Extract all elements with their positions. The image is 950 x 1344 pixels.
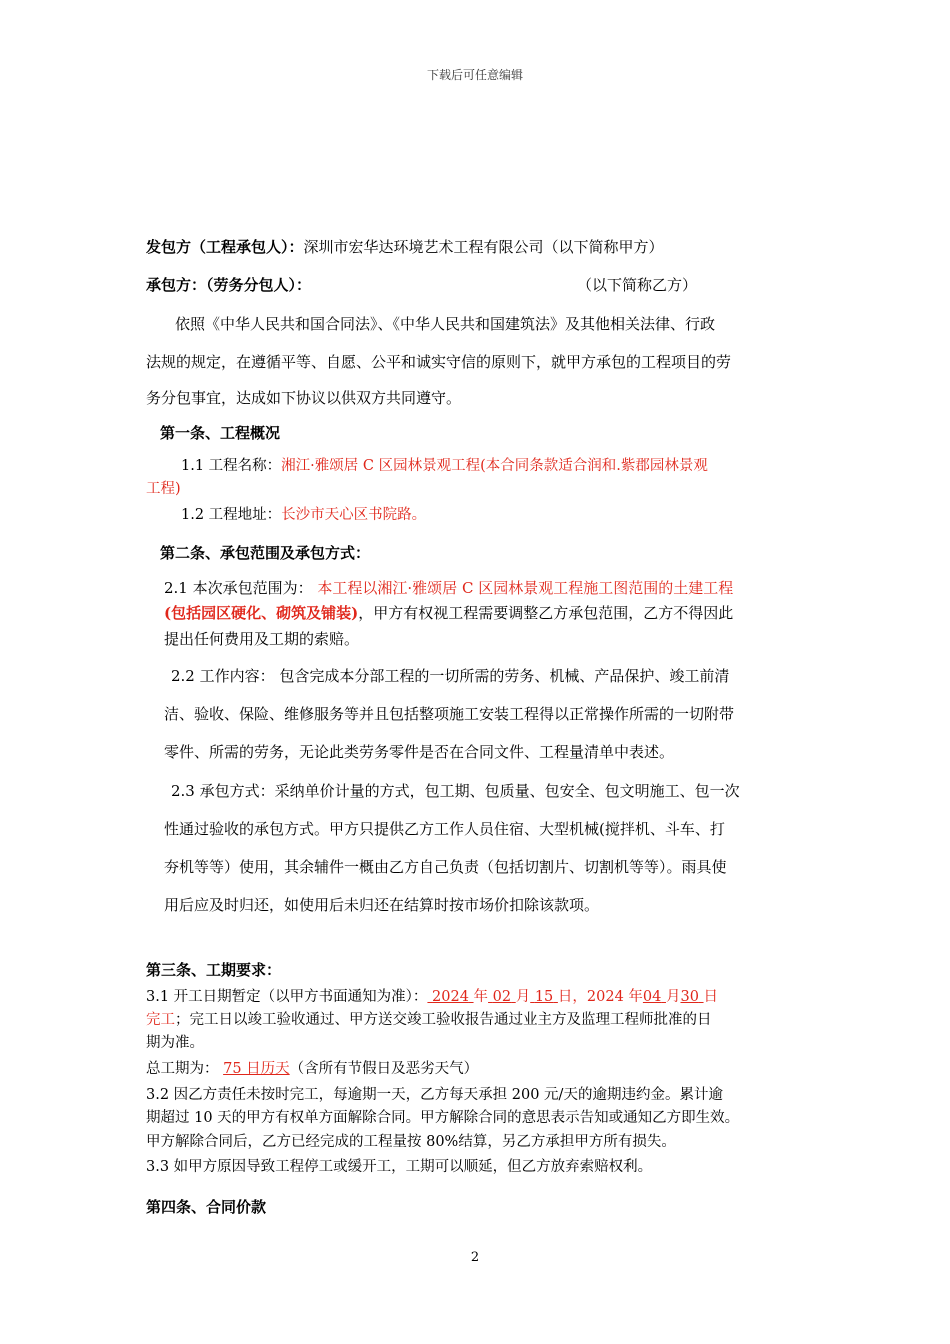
completion-line-3: 期为准。 — [146, 1035, 204, 1051]
project-name-label: 1.1 工程名称： — [181, 458, 282, 474]
scope-red-2: (包括园区硬化、砌筑及铺装) — [164, 604, 359, 622]
contractor-alias: （以下简称乙方） — [577, 276, 698, 294]
project-address-line — [181, 508, 426, 523]
project-address-value: 长沙市天心区书院路。 — [281, 507, 427, 523]
completion-line — [146, 1013, 712, 1028]
article-3-title: 第三条、工期要求： — [146, 961, 282, 979]
penalty-line-2: 期超过 10 天的甲方有权单方面解除合同。甲方解除合同的意思表示告知或通知乙方即生效。 — [146, 1110, 740, 1126]
article-2-title: 第二条、承包范围及承包方式： — [160, 544, 371, 562]
project-name-line — [181, 459, 708, 474]
end-day: 30 — [680, 989, 699, 1005]
scope-line-2 — [164, 606, 733, 621]
month-char: 月 — [515, 989, 531, 1005]
header-note: 下载后可任意编辑 — [426, 68, 523, 82]
total-duration-label: 总工期为： — [146, 1061, 219, 1077]
method-line-3: 夯机等等）使用，其余辅件一概由乙方自己负责（包括切割片、切割机等等）。雨具使 — [164, 858, 727, 876]
employer-label: 发包方（工程承包人）： — [146, 238, 304, 256]
work-content-line-3: 零件、所需的劳务，无论此类劳务零件是否在合同文件、工程量清单中表述。 — [164, 743, 675, 761]
scope-rest: ，甲方有权视工程需要调整乙方承包范围，乙方不得因此 — [358, 604, 734, 622]
start-date-label: 3.1 开工日期暂定（以甲方书面通知为准）： — [146, 989, 428, 1005]
article-1-title: 第一条、工程概况 — [160, 424, 281, 442]
project-name-continued: 工程) — [146, 481, 181, 497]
preamble-line-2: 法规的规定，在遵循平等、自愿、公平和诚实守信的原则下，就甲方承包的工程项目的劳 — [146, 353, 732, 371]
start-month: 02 — [492, 989, 512, 1005]
month-char-2: 月 — [665, 989, 681, 1005]
end-month: 04 — [642, 989, 662, 1005]
work-content-line-2: 洁、验收、保险、维修服务等并且包括整项施工安装工程得以正常操作所需的一切附带 — [164, 705, 735, 723]
total-duration-line — [146, 1062, 478, 1077]
project-address-label: 1.2 工程地址： — [181, 507, 282, 523]
method-line-2: 性通过验收的承包方式。甲方只提供乙方工作人员住宿、大型机械(搅拌机、斗车、打 — [164, 820, 725, 838]
employer-line — [146, 240, 664, 255]
contractor-label: 承包方：（劳务分包人）： — [146, 276, 312, 294]
method-line-4: 用后应及时归还，如使用后未归还在结算时按市场价扣除该款项。 — [164, 896, 600, 914]
completion-red: 完工 — [146, 1012, 175, 1028]
method-line-1: 2.3 承包方式：采纳单价计量的方式，包工期、包质量、包安全、包文明施工、包一次 — [171, 782, 740, 800]
total-duration-note: （含所有节假日及恶劣天气） — [289, 1061, 479, 1077]
article-4-title: 第四条、合同价款 — [146, 1198, 267, 1216]
completion-rest: ；完工日以竣工验收通过、甲方送交竣工验收报告通过业主方及监理工程师批准的日 — [175, 1012, 712, 1028]
start-date-line — [146, 990, 718, 1005]
scope-line-1 — [164, 581, 733, 596]
preamble-line-1: 依照《中华人民共和国合同法》、《中华人民共和国建筑法》及其他相关法律、行政 — [175, 315, 716, 333]
day-char-2: 日 — [703, 989, 719, 1005]
penalty-line-3: 甲方解除合同后，乙方已经完成的工程量按 80%结算，另乙方承担甲方所有损失。 — [146, 1134, 676, 1150]
work-content-line-1: 2.2 工作内容： 包含完成本分部工程的一切所需的劳务、机械、产品保护、竣工前清 — [171, 667, 730, 685]
year-char: 年 — [473, 989, 489, 1005]
scope-red: 本工程以湘江·雅颂居 C 区园林景观工程施工图范围的土建工程 — [317, 579, 734, 597]
extension-line: 3.3 如甲方原因导致工程停工或缓开工，工期可以顺延，但乙方放弃索赔权利。 — [146, 1159, 653, 1175]
penalty-line-1: 3.2 因乙方责任未按时完工，每逾期一天，乙方每天承担 200 元/天的逾期违约金。累计逾 — [146, 1087, 723, 1103]
day-char: 日，2024 年 — [557, 989, 643, 1005]
scope-label: 2.1 本次承包范围为： — [164, 579, 313, 597]
page-number: 2 — [470, 1250, 480, 1265]
preamble-line-3: 务分包事宜，达成如下协议以供双方共同遵守。 — [146, 389, 462, 407]
employer-name: 深圳市宏华达环境艺术工程有限公司（以下简称甲方） — [303, 238, 664, 256]
start-year: 2024 — [432, 989, 469, 1005]
total-duration-value: 75 日历天 — [223, 1061, 290, 1077]
project-name-value: 湘江·雅颂居 C 区园林景观工程(本合同条款适合润和.紫郡园林景观 — [281, 458, 708, 474]
start-day: 15 — [534, 989, 554, 1005]
scope-line-3: 提出任何费用及工期的索赔。 — [164, 630, 360, 648]
